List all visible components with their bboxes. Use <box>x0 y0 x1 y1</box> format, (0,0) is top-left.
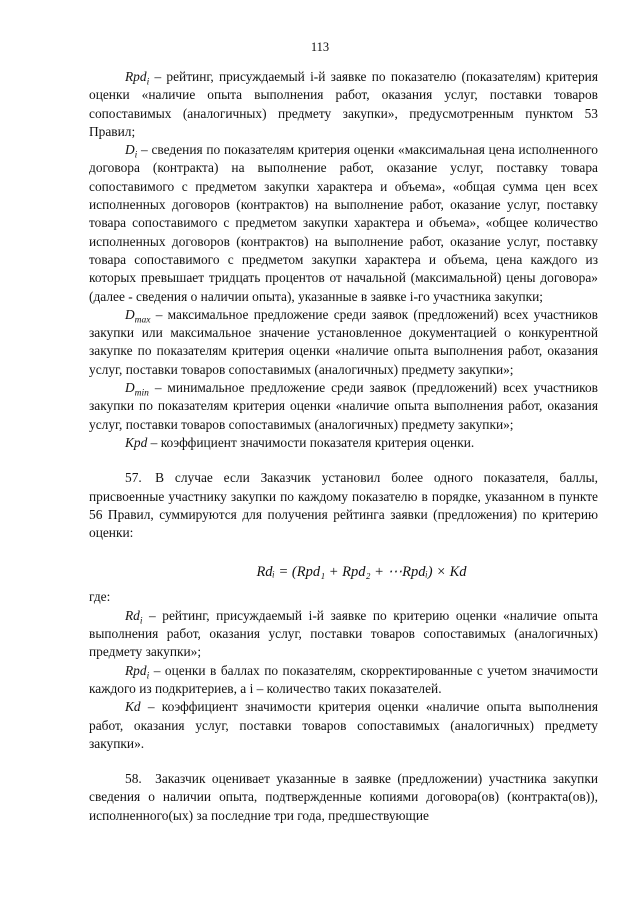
definition-subscript: i <box>146 77 150 88</box>
definition-subscript: i <box>134 150 138 161</box>
definition-text: – минимальное предложение среди заявок (предложений) всех участников закупки по показателям критерия оценки «наличие опыта выполнения работ, оказания услуг, поставки товаров сопоставимых (аналогичных) предмету закупки»; <box>89 380 598 432</box>
definition-text: – максимальное предложение среди заявок (предложений) всех участников закупки или максимальное значение установленное документацией о конкурентной закупке по показателям критерия оценки «наличие опыта выполнения работ, оказания услуг, поставки товаров сопоставимых (аналогичных) предмету закупки»; <box>89 306 598 377</box>
definition-subscript: max <box>134 315 151 326</box>
paragraph-57: 57. В случае если Заказчик установил более одного показателя, баллы, присвоенные участнику закупки по каждому показателю в порядке, указанном в пункте 56 Правил, суммируются для получения рейтинга заявки (предложения) по критерию оценки: <box>89 470 598 541</box>
paragraph-gap <box>89 753 598 770</box>
definition-paragraph <box>89 434 598 452</box>
where-label: где: <box>89 589 111 605</box>
page-content <box>89 68 598 825</box>
definition-symbol: Rpd <box>125 662 147 678</box>
definitions-list-2 <box>89 607 598 753</box>
paragraph-gap <box>89 452 598 469</box>
definition-text: – сведения по показателям критерия оценки «максимальная цена исполненного договора (контракта) на выполнение работ, оказание услуг, поставку товара сопоставимого с предметом закупки характера и объема», «общая сумма цен всех исполненных договоров (контрактов) на выполнение работ, оказание услуг, поставку товара сопоставимого с предметом закупки характера и объема», «общее количество исполненных договоров (контрактов) на выполнение работ, оказание услуг, поставку товара сопоставимого с предметом закупки характера и объема, цена каждого из которых превышает тридцать процентов от начальной (максимальной) цены договора» (далее - сведения о наличии опыта), указанные в заявке i-го участника закупки; <box>89 142 598 304</box>
definition-text: – рейтинг, присуждаемый i-й заявке по критерию оценки «наличие опыта выполнения работ, оказания услуг, поставки товаров сопоставимых (аналогичных) предмету закупки»; <box>89 607 598 660</box>
definition-text: – оценки в баллах по показателям, скорректированные с учетом значимости каждого из подкритериев, а i – количество таких показателей. <box>89 662 598 696</box>
definition-subscript: min <box>134 388 149 399</box>
definition-symbol: Rpd <box>125 69 147 84</box>
definition-paragraph <box>89 306 598 379</box>
definition-paragraph <box>89 698 598 753</box>
definition-symbol: D <box>125 380 135 396</box>
page-number: 113 <box>310 40 330 54</box>
definition-subscript: i <box>146 671 150 682</box>
definition-symbol: Rd <box>125 607 140 623</box>
definition-paragraph <box>89 607 598 662</box>
definition-symbol: Kpd <box>125 434 148 450</box>
definition-symbol: D <box>125 306 135 322</box>
definition-symbol: Kd <box>125 699 141 715</box>
definition-paragraph <box>89 662 598 699</box>
definition-text: – коэффициент значимости показателя критерия оценки. <box>147 434 475 450</box>
definition-paragraph <box>89 141 598 306</box>
definition-text: – рейтинг, присуждаемый i-й заявке по показателю (показателям) критерия оценки «наличие опыта выполнения работ, оказания услуг, поставки товаров сопоставимых (аналогичных) предмету закупки», предусмотренным пунктом 53 Правил; <box>89 69 598 139</box>
rating-formula: Rdᵢ = (Rpd₁ + Rpd₂ + ⋯Rpdᵢ) × Kd <box>256 564 467 581</box>
definition-paragraph <box>89 379 598 434</box>
definition-symbol: D <box>125 142 135 158</box>
definitions-list-1 <box>89 68 598 452</box>
definition-text: – коэффициент значимости критерия оценки «наличие опыта выполнения работ, оказания услуг, поставки товаров сопоставимых (аналогичных) предмету закупки». <box>89 699 598 751</box>
definition-paragraph <box>89 68 598 141</box>
paragraph-58: 58. Заказчик оценивает указанные в заявке (предложении) участника закупки сведения о наличии опыта, подтвержденные копиями договора(ов) (контракта(ов)), исполненного(ых) за последние три года, предшествующие <box>89 771 598 823</box>
definition-subscript: i <box>139 616 143 627</box>
